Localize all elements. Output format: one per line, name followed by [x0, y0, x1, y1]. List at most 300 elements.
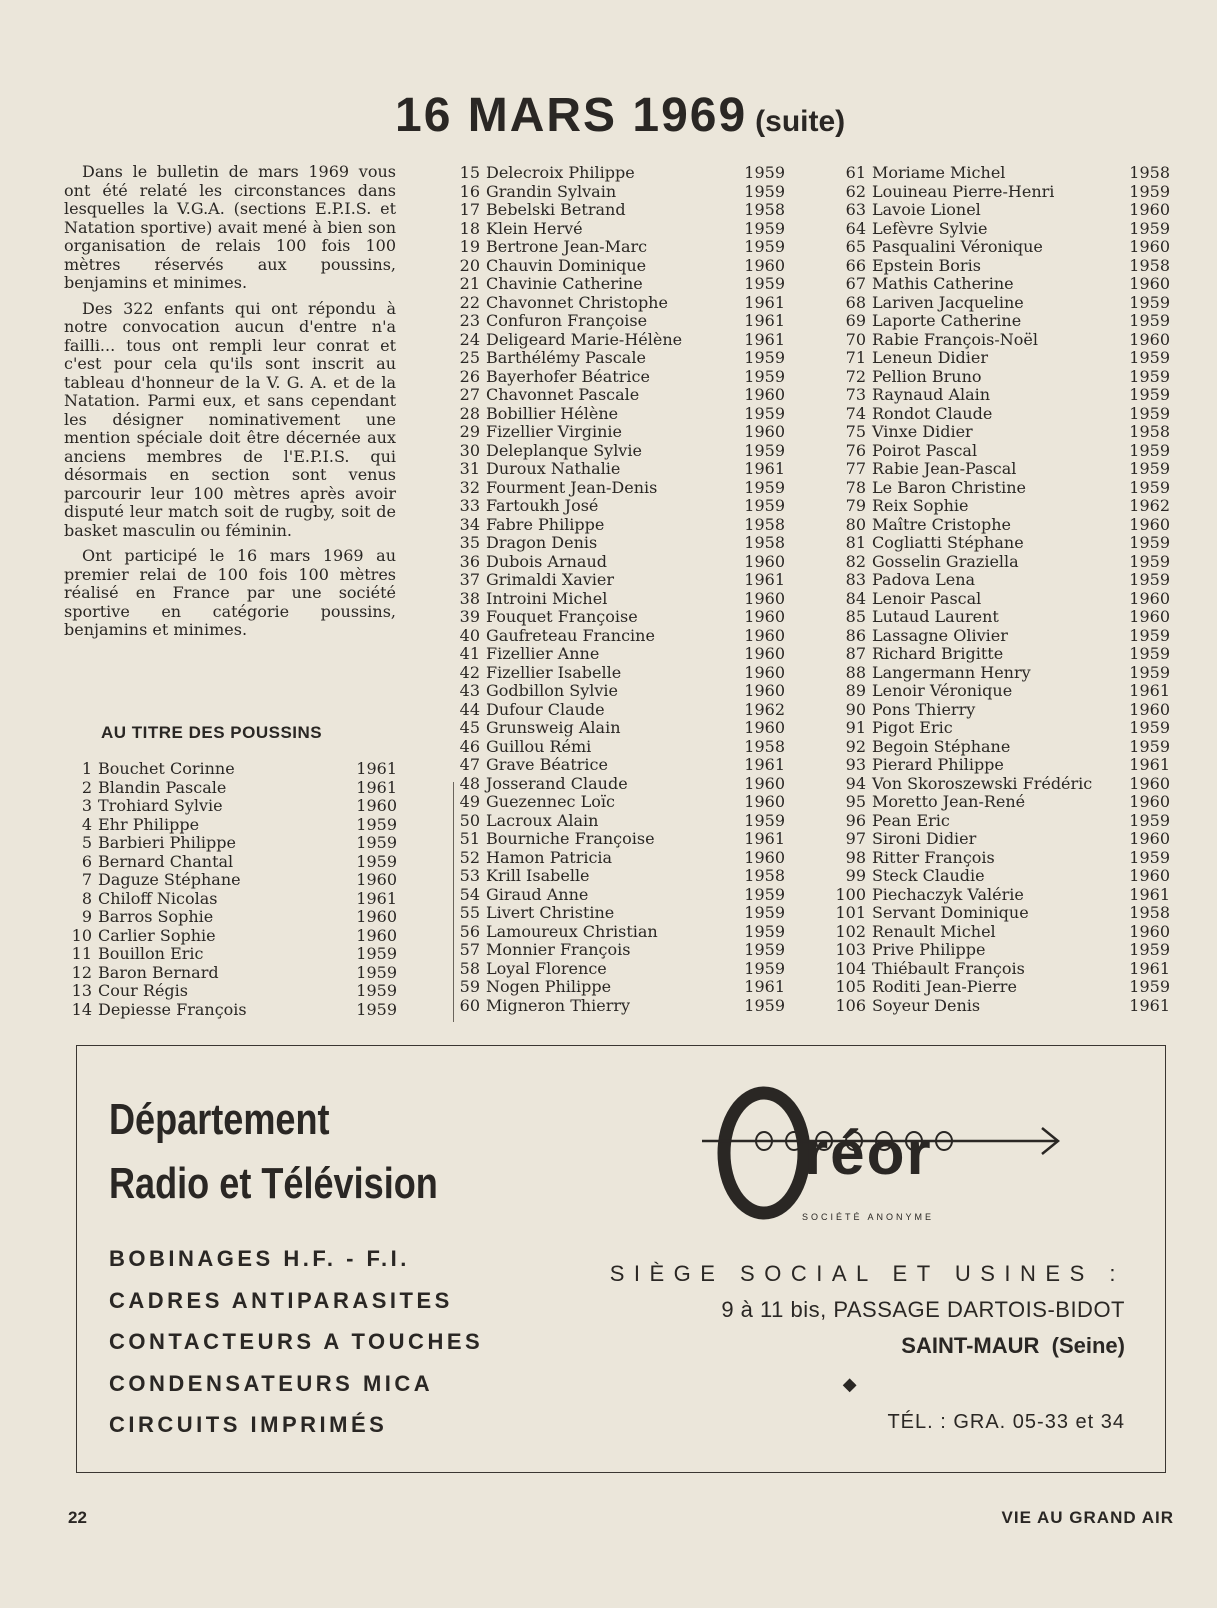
participant-name: Prive Philippe [872, 940, 986, 959]
participant-row [838, 701, 1170, 720]
participant-name: Pierard Philippe [872, 755, 1004, 774]
participant-row [838, 830, 1170, 849]
participant-year: 1960 [1129, 588, 1170, 608]
participant-year: 1960 [744, 681, 785, 700]
participant-name: Migneron Thierry [486, 995, 631, 1015]
participant-name: Roditi Jean-Pierre [872, 977, 1017, 996]
participant-row [64, 853, 397, 872]
diamond-icon: ◆ [842, 1374, 857, 1394]
participant-name: Rabie François-Noël [872, 329, 1039, 349]
participant-year: 1959 [1129, 533, 1170, 552]
participant-row [452, 238, 785, 257]
participant-name: Louineau Pierre-Henri [872, 181, 1055, 201]
participant-row [452, 183, 785, 202]
participant-year: 1959 [356, 833, 397, 852]
participant-name: Lenoir Véronique [872, 681, 1013, 700]
participant-row [838, 257, 1170, 276]
participant-row [452, 257, 785, 276]
participant-row [452, 571, 785, 590]
participant-number: 7 [81, 870, 92, 889]
participant-number: 102 [835, 921, 866, 941]
participant-row [838, 849, 1170, 868]
participant-row [838, 793, 1170, 812]
participant-number: 96 [845, 810, 866, 830]
participant-name: Nogen Philippe [486, 977, 612, 996]
participant-year: 1960 [744, 644, 785, 663]
participant-year: 1959 [356, 851, 397, 871]
participant-name: Lacroux Alain [486, 810, 599, 830]
participant-year: 1959 [744, 403, 785, 423]
participant-name: Daguze Stéphane [98, 870, 241, 889]
participant-row [835, 903, 1170, 923]
participant-year: 1959 [1129, 181, 1170, 201]
participant-row [838, 349, 1170, 368]
participant-name: Rondot Claude [872, 403, 993, 423]
participant-name: Soyeur Denis [872, 995, 981, 1015]
participant-year: 1960 [1129, 866, 1170, 885]
participant-row [452, 923, 785, 942]
participant-row [838, 201, 1170, 220]
participant-number: 73 [845, 385, 866, 404]
participant-number: 53 [459, 866, 480, 885]
participant-name: Lutaud Laurent [872, 607, 999, 626]
participant-name: Duroux Nathalie [486, 459, 621, 478]
participant-number: 59 [459, 977, 480, 996]
participant-name: Grave Béatrice [486, 755, 608, 774]
participant-name: Piechaczyk Valérie [872, 884, 1024, 904]
participant-row [838, 368, 1170, 387]
participant-row [835, 884, 1170, 905]
participant-row [452, 312, 785, 331]
participant-number: 42 [459, 662, 480, 682]
participant-name: Ritter François [872, 847, 995, 867]
participant-row [452, 719, 785, 738]
participant-number: 38 [459, 588, 480, 608]
participant-name: Livert Christine [486, 903, 615, 922]
participant-year: 1961 [356, 759, 397, 778]
participant-number: 61 [845, 163, 866, 182]
participant-name: Grunsweig Alain [486, 718, 621, 737]
participant-row [452, 960, 785, 979]
participant-row [64, 816, 397, 835]
participant-number: 86 [845, 625, 866, 645]
participants-list-column-2 [452, 164, 785, 1015]
participant-year: 1961 [744, 311, 785, 330]
participant-name: Langermann Henry [872, 662, 1031, 682]
participant-name: Baron Bernard [98, 962, 219, 982]
participant-number: 92 [845, 736, 866, 756]
participant-name: Guezennec Loïc [486, 792, 615, 811]
participant-number: 58 [459, 958, 480, 978]
participant-name: Fartoukh José [486, 496, 599, 515]
participant-row [838, 738, 1170, 757]
participant-number: 23 [459, 311, 480, 330]
participant-row [452, 830, 785, 849]
participant-row [452, 886, 785, 905]
participant-number: 6 [81, 851, 92, 871]
participant-name: Lariven Jacqueline [872, 292, 1024, 312]
participant-row [838, 331, 1170, 350]
participant-year: 1959 [1129, 459, 1170, 478]
participant-year: 1960 [744, 792, 785, 811]
participant-row [452, 553, 785, 572]
participant-year: 1961 [356, 777, 397, 797]
participant-name: Pasqualini Véronique [872, 237, 1043, 256]
participant-row [452, 423, 785, 442]
participant-name: Cogliatti Stéphane [872, 533, 1024, 552]
participant-row [838, 553, 1170, 572]
participant-name: Bayerhofer Béatrice [486, 366, 650, 386]
participant-number: 39 [459, 607, 480, 626]
participant-number: 94 [845, 773, 866, 793]
participant-row [838, 682, 1170, 701]
participant-row [452, 201, 785, 220]
participant-row [838, 571, 1170, 590]
logo-wordmark-text [802, 1119, 933, 1188]
participant-number: 99 [845, 866, 866, 885]
participant-number: 29 [459, 422, 480, 441]
participant-name: Begoin Stéphane [872, 736, 1011, 756]
participant-number: 46 [459, 736, 480, 756]
participant-year: 1958 [744, 533, 785, 552]
participant-row [452, 978, 785, 997]
participant-year: 1960 [744, 607, 785, 626]
participant-year: 1959 [1129, 311, 1170, 330]
participant-name: Lefèvre Sylvie [872, 218, 988, 238]
participant-year: 1959 [1129, 810, 1170, 830]
participant-number: 82 [845, 551, 866, 571]
participant-number: 76 [845, 440, 866, 460]
participant-number: 37 [459, 570, 480, 589]
participant-row [452, 645, 785, 664]
participant-year: 1960 [744, 718, 785, 737]
participant-number: 9 [81, 907, 92, 926]
participant-name: Lavoie Lionel [872, 200, 981, 219]
address-heading: SIÈGE SOCIAL ET USINES : [609, 1261, 1125, 1286]
participant-number: 40 [459, 625, 480, 645]
participant-name: Gaufreteau Francine [486, 625, 655, 645]
participant-number: 45 [459, 718, 480, 737]
participant-name: Fizellier Isabelle [486, 662, 622, 682]
participant-number: 105 [835, 977, 866, 996]
participant-name: Introini Michel [486, 588, 608, 608]
participant-row [452, 164, 785, 183]
participant-year: 1959 [1129, 403, 1170, 423]
participant-number: 15 [459, 163, 480, 182]
participant-year: 1960 [1129, 329, 1170, 349]
participant-year: 1959 [1129, 570, 1170, 589]
participant-row [838, 627, 1170, 646]
participant-row [452, 941, 785, 960]
participant-number: 11 [71, 944, 92, 963]
participant-number: 4 [81, 814, 92, 834]
participant-name: Trohiard Sylvie [98, 796, 223, 815]
participant-row [452, 627, 785, 646]
participant-row [838, 590, 1170, 609]
column-divider [453, 782, 454, 1022]
participant-number: 83 [845, 570, 866, 589]
intro-text [64, 163, 396, 647]
participant-number: 80 [845, 514, 866, 534]
participant-row [838, 220, 1170, 239]
participant-row [64, 908, 397, 927]
participant-number: 54 [459, 884, 480, 904]
participant-name: Gosselin Graziella [872, 551, 1019, 571]
participant-number: 98 [845, 847, 866, 867]
participant-number: 43 [459, 681, 480, 700]
participant-row [838, 275, 1170, 294]
participant-row [838, 405, 1170, 424]
participant-name: Raynaud Alain [872, 385, 991, 404]
participant-row [838, 423, 1170, 442]
participant-year: 1959 [1129, 385, 1170, 404]
participant-year: 1959 [744, 958, 785, 978]
ad-title [109, 1088, 438, 1216]
participant-name: Fourment Jean-Denis [486, 477, 658, 497]
participant-name: Ehr Philippe [98, 814, 200, 834]
participant-year: 1958 [1129, 903, 1170, 922]
participant-year: 1958 [1129, 255, 1170, 275]
participant-row [838, 664, 1170, 683]
participant-year: 1959 [744, 366, 785, 386]
title-date: 16 MARS 1969 [395, 89, 748, 142]
participant-name: Vinxe Didier [872, 422, 973, 441]
participant-number: 101 [835, 903, 866, 922]
participant-year: 1961 [744, 329, 785, 349]
participant-row [64, 982, 397, 1001]
participant-number: 50 [459, 810, 480, 830]
participant-number: 20 [459, 255, 480, 275]
participant-row [838, 756, 1170, 775]
participant-name: Bernard Chantal [98, 851, 234, 871]
participant-row [452, 294, 785, 313]
participant-year: 1959 [744, 995, 785, 1015]
ad-product-item: CIRCUITS IMPRIMÉS [109, 1412, 388, 1437]
participant-year: 1961 [1129, 995, 1170, 1015]
participant-year: 1962 [744, 699, 785, 719]
participant-name: Laporte Catherine [872, 311, 1022, 330]
participant-name: Von Skoroszewski Frédéric [872, 773, 1093, 793]
participant-number: 75 [845, 422, 866, 441]
ad-title-line-1: Département [109, 1095, 330, 1144]
participant-row [64, 890, 397, 909]
participant-row [452, 442, 785, 461]
participant-number: 106 [835, 995, 866, 1015]
participant-row [838, 497, 1170, 516]
participant-row [452, 756, 785, 775]
participant-row [452, 275, 785, 294]
participant-number: 91 [845, 718, 866, 737]
participant-year: 1959 [744, 440, 785, 460]
participant-row [452, 793, 785, 812]
participant-name: Deligeard Marie-Hélène [486, 329, 683, 349]
participant-row [452, 368, 785, 387]
participant-name: Bouillon Eric [98, 944, 204, 963]
participant-name: Lamoureux Christian [486, 921, 658, 941]
participant-year: 1959 [744, 163, 785, 182]
participant-number: 41 [459, 644, 480, 663]
participant-year: 1958 [744, 514, 785, 534]
participant-name: Krill Isabelle [486, 866, 590, 885]
participant-name: Deleplanque Sylvie [486, 440, 642, 460]
participant-name: Cour Régis [98, 981, 188, 1000]
participant-year: 1960 [1129, 773, 1170, 793]
participant-row [838, 479, 1170, 498]
participant-number: 84 [845, 588, 866, 608]
participant-number: 32 [459, 477, 480, 497]
participant-number: 52 [459, 847, 480, 867]
participant-year: 1959 [356, 814, 397, 834]
participant-number: 18 [459, 218, 480, 238]
participant-row [64, 760, 397, 779]
participant-row [835, 995, 1170, 1016]
participant-year: 1958 [1129, 163, 1170, 182]
participant-row [838, 775, 1170, 794]
participant-row [452, 405, 785, 424]
participant-number: 33 [459, 496, 480, 515]
participant-number: 85 [845, 607, 866, 626]
participant-number: 60 [459, 995, 480, 1015]
participant-name: Grimaldi Xavier [486, 570, 615, 589]
participant-number: 68 [845, 292, 866, 312]
participant-number: 26 [459, 366, 480, 386]
participant-row [64, 927, 397, 946]
participant-year: 1959 [1129, 477, 1170, 497]
participant-number: 77 [845, 459, 866, 478]
participant-number: 90 [845, 699, 866, 719]
logo-wordmark [802, 1118, 933, 1189]
participant-name: Bertrone Jean-Marc [486, 237, 648, 256]
participant-year: 1959 [1129, 847, 1170, 867]
participant-row [838, 867, 1170, 886]
participant-year: 1960 [744, 422, 785, 441]
participant-year: 1958 [744, 866, 785, 885]
participant-name: Lassagne Olivier [872, 625, 1008, 645]
participant-year: 1959 [1129, 218, 1170, 238]
participant-row [452, 534, 785, 553]
page-title [395, 88, 845, 143]
title-suite: (suite) [755, 105, 846, 138]
company-address [610, 1256, 1125, 1440]
participants-list-column-3 [835, 163, 1170, 1015]
participant-year: 1959 [744, 810, 785, 830]
participant-year: 1960 [356, 796, 397, 815]
participant-row [64, 797, 397, 816]
participant-number: 19 [459, 237, 480, 256]
participant-number: 28 [459, 403, 480, 423]
participant-year: 1959 [1129, 977, 1170, 996]
participant-row [64, 871, 397, 890]
participant-number: 67 [845, 274, 866, 293]
participant-number: 103 [835, 940, 866, 959]
participant-name: Barbieri Philippe [98, 833, 236, 852]
participant-row [838, 294, 1170, 313]
participant-year: 1960 [1129, 699, 1170, 719]
participant-name: Blandin Pascale [98, 777, 227, 797]
participant-name: Monnier François [486, 940, 631, 959]
participant-row [452, 997, 785, 1016]
participant-number: 63 [845, 200, 866, 219]
participant-number: 2 [81, 777, 92, 797]
participant-name: Chavinie Catherine [486, 274, 643, 293]
participant-row [452, 590, 785, 609]
participant-year: 1960 [356, 870, 397, 889]
participant-year: 1959 [1129, 940, 1170, 959]
participant-number: 31 [459, 459, 480, 478]
participant-row [835, 940, 1170, 960]
participant-number: 66 [845, 255, 866, 275]
participant-year: 1959 [1129, 551, 1170, 571]
participant-row [64, 834, 397, 853]
participant-year: 1961 [1129, 884, 1170, 904]
advertisement [76, 1045, 1166, 1473]
participant-year: 1961 [744, 755, 785, 774]
address-street: 9 à 11 bis, PASSAGE DARTOIS-BIDOT [721, 1297, 1125, 1322]
participant-number: 8 [81, 888, 92, 908]
phone-number: TÉL. : GRA. 05-33 et 34 [887, 1411, 1125, 1433]
poussins-list [64, 760, 397, 1019]
participant-name: Loyal Florence [486, 958, 607, 978]
participant-row [452, 516, 785, 535]
participant-number: 95 [845, 792, 866, 811]
participant-number: 74 [845, 403, 866, 423]
participant-name: Dragon Denis [486, 533, 598, 552]
participant-number: 48 [459, 773, 480, 793]
participant-year: 1959 [744, 181, 785, 201]
participant-row [452, 386, 785, 405]
participant-year: 1960 [744, 662, 785, 682]
participant-row [838, 608, 1170, 627]
participant-number: 87 [845, 644, 866, 663]
ad-product-item: BOBINAGES H.F. - F.I. [109, 1246, 410, 1271]
participant-number: 71 [845, 348, 866, 367]
participant-year: 1960 [744, 847, 785, 867]
participant-name: Chauvin Dominique [486, 255, 647, 275]
participant-row [835, 958, 1170, 979]
participant-number: 64 [845, 218, 866, 238]
participant-number: 89 [845, 681, 866, 700]
participant-row [452, 867, 785, 886]
participant-number: 93 [845, 755, 866, 774]
participant-year: 1960 [1129, 829, 1170, 848]
participant-name: Chavonnet Christophe [486, 292, 668, 312]
participant-year: 1958 [744, 200, 785, 219]
participant-year: 1959 [356, 999, 397, 1019]
participant-year: 1959 [1129, 718, 1170, 737]
participant-year: 1959 [1129, 662, 1170, 682]
participant-number: 24 [459, 329, 480, 349]
participant-name: Godbillon Sylvie [486, 681, 619, 700]
participant-row [64, 964, 397, 983]
magazine-name: VIE AU GRAND AIR [1001, 1508, 1174, 1527]
participant-name: Klein Hervé [486, 218, 583, 238]
participant-year: 1959 [744, 903, 785, 922]
participant-number: 34 [459, 514, 480, 534]
participant-number: 10 [71, 925, 92, 945]
participant-number: 3 [81, 796, 92, 815]
participant-row [452, 849, 785, 868]
participant-number: 13 [71, 981, 92, 1000]
participant-number: 57 [459, 940, 480, 959]
participant-year: 1962 [1129, 496, 1170, 515]
participant-name: Giraud Anne [486, 884, 589, 904]
participant-name: Moriame Michel [872, 163, 1006, 182]
participant-name: Pellion Bruno [872, 366, 982, 386]
address-city: SAINT-MAUR [901, 1333, 1040, 1358]
intro-paragraph-2: Des 322 enfants qui ont répondu à notre convocation aucun d'entre n'a failli... tous ont rempli leur conrat et c'est pour cela qu'ils sont inscrit au tableau d'honneur de la V. G. A. et de la Natation. Parmi eux, et sans cependant les désigner nominativement une mention spéciale doit être décernée aux anciens membres de l'E.P.I.S. qui désormais en section sont venus parcourir leur 100 mètres après avoir disputé leur match soit de rugby, soit de basket masculin ou féminin. [64, 298, 396, 540]
participant-year: 1959 [1129, 292, 1170, 312]
participant-name: Lenoir Pascal [872, 588, 982, 608]
